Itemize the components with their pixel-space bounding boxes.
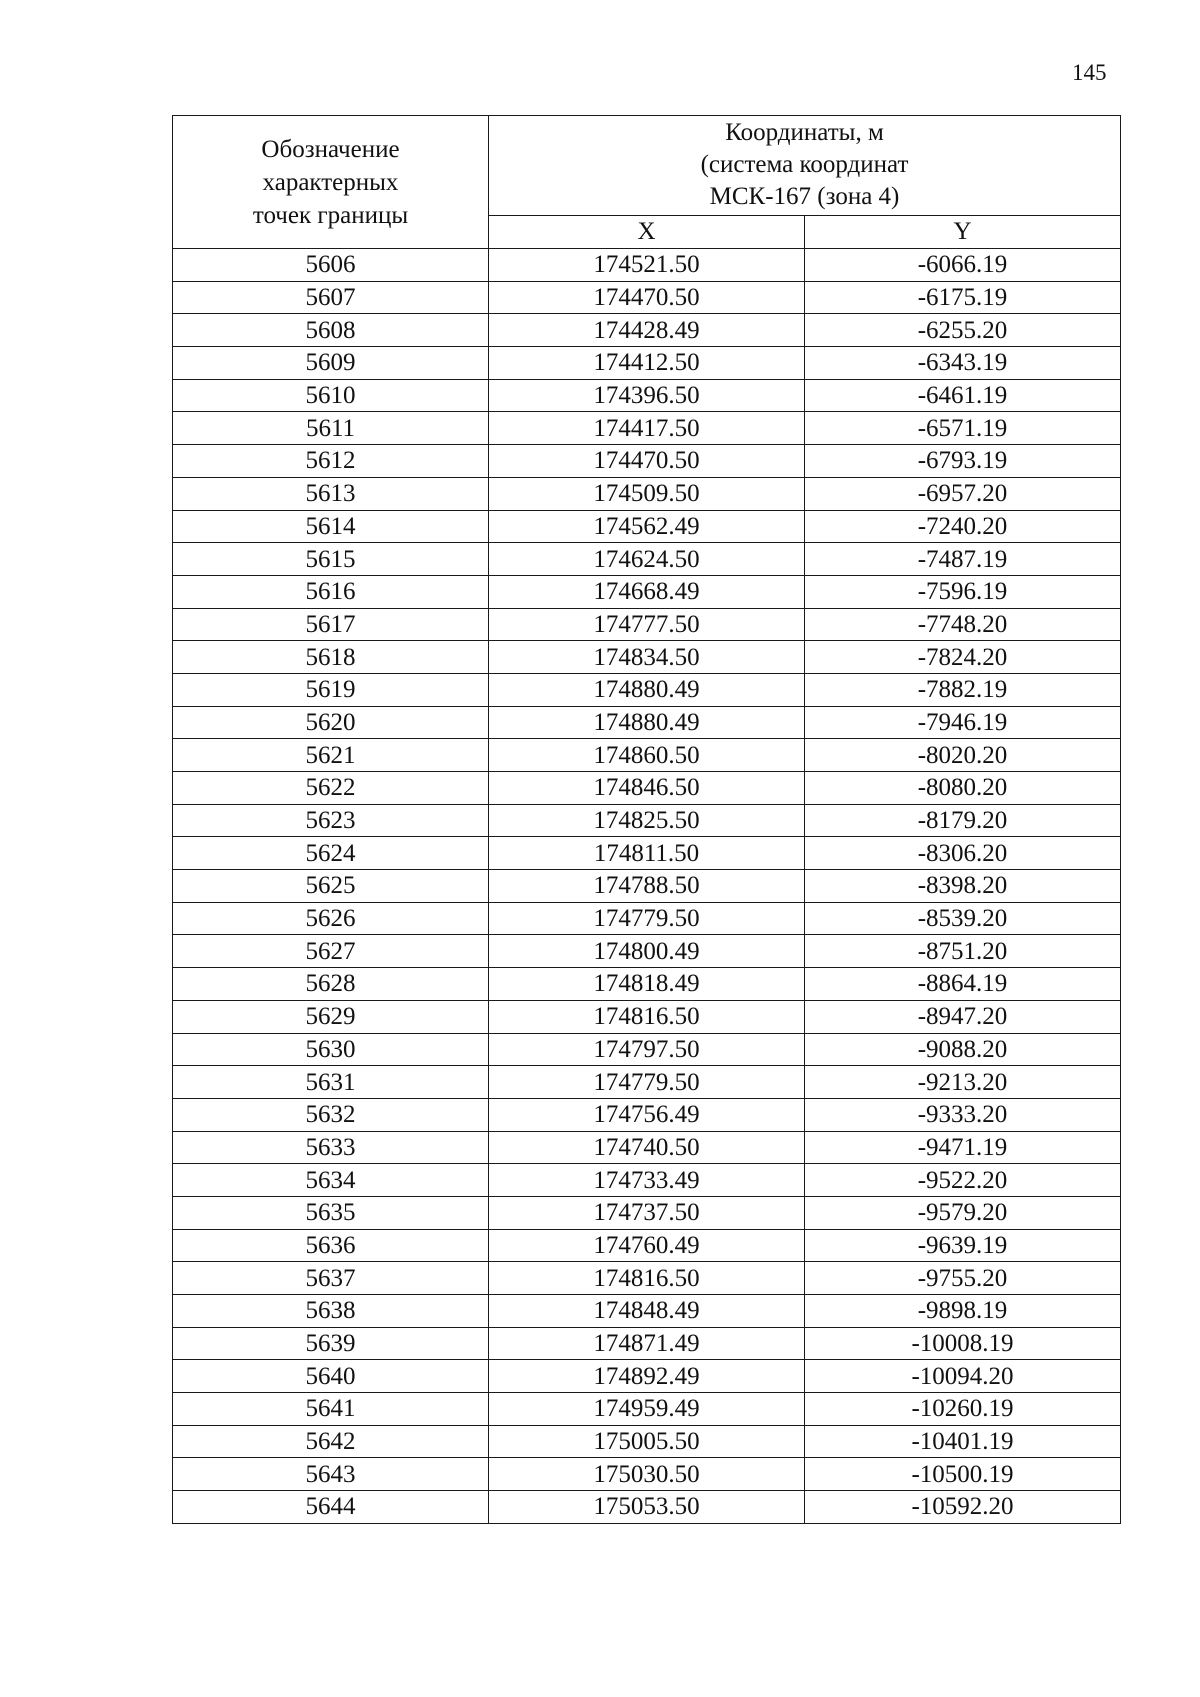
y-cell: -9471.19 bbox=[805, 1131, 1121, 1164]
y-cell: -8020.20 bbox=[805, 739, 1121, 772]
point-cell: 5607 bbox=[173, 281, 489, 314]
point-cell: 5634 bbox=[173, 1164, 489, 1197]
y-cell: -7596.19 bbox=[805, 575, 1121, 608]
x-cell: 175053.50 bbox=[489, 1491, 805, 1524]
x-cell: 174797.50 bbox=[489, 1033, 805, 1066]
x-cell: 174846.50 bbox=[489, 772, 805, 805]
designation-header-line: точек границы bbox=[252, 201, 409, 229]
y-cell: -7240.20 bbox=[805, 510, 1121, 543]
point-cell: 5612 bbox=[173, 445, 489, 478]
table-row bbox=[173, 314, 1121, 347]
x-cell: 174860.50 bbox=[489, 739, 805, 772]
x-cell: 174417.50 bbox=[489, 412, 805, 445]
x-cell: 175030.50 bbox=[489, 1458, 805, 1491]
point-cell: 5642 bbox=[173, 1425, 489, 1458]
point-cell: 5613 bbox=[173, 477, 489, 510]
coordinates-header-line: (система координат bbox=[700, 151, 909, 179]
point-cell: 5632 bbox=[173, 1098, 489, 1131]
y-cell: -8947.20 bbox=[805, 1000, 1121, 1033]
point-cell: 5637 bbox=[173, 1262, 489, 1295]
x-cell: 175005.50 bbox=[489, 1425, 805, 1458]
y-cell: -9522.20 bbox=[805, 1164, 1121, 1197]
point-cell: 5644 bbox=[173, 1491, 489, 1524]
x-cell: 174624.50 bbox=[489, 543, 805, 576]
x-cell: 174880.49 bbox=[489, 706, 805, 739]
x-cell: 174816.50 bbox=[489, 1262, 805, 1295]
x-cell: 174818.49 bbox=[489, 968, 805, 1001]
table-row bbox=[173, 379, 1121, 412]
point-cell: 5624 bbox=[173, 837, 489, 870]
y-cell: -10401.19 bbox=[805, 1425, 1121, 1458]
table-row bbox=[173, 1000, 1121, 1033]
point-cell: 5623 bbox=[173, 804, 489, 837]
y-cell: -7748.20 bbox=[805, 608, 1121, 641]
y-cell: -8080.20 bbox=[805, 772, 1121, 805]
x-cell: 174788.50 bbox=[489, 870, 805, 903]
point-cell: 5611 bbox=[173, 412, 489, 445]
table-row bbox=[173, 412, 1121, 445]
designation-header-line: Обозначение bbox=[261, 135, 400, 163]
table-row bbox=[173, 935, 1121, 968]
point-cell: 5621 bbox=[173, 739, 489, 772]
table-row bbox=[173, 1164, 1121, 1197]
y-cell: -10008.19 bbox=[805, 1327, 1121, 1360]
x-cell: 174756.49 bbox=[489, 1098, 805, 1131]
y-cell: -6957.20 bbox=[805, 477, 1121, 510]
table-row bbox=[173, 641, 1121, 674]
point-cell: 5635 bbox=[173, 1196, 489, 1229]
y-cell: -7824.20 bbox=[805, 641, 1121, 674]
table-row bbox=[173, 706, 1121, 739]
y-cell: -6793.19 bbox=[805, 445, 1121, 478]
table-row bbox=[173, 1131, 1121, 1164]
point-cell: 5626 bbox=[173, 902, 489, 935]
table-row bbox=[173, 1327, 1121, 1360]
coordinates-header bbox=[489, 116, 1121, 216]
point-cell: 5641 bbox=[173, 1393, 489, 1426]
y-cell: -7882.19 bbox=[805, 673, 1121, 706]
table-row bbox=[173, 608, 1121, 641]
point-cell: 5622 bbox=[173, 772, 489, 805]
y-cell: -10592.20 bbox=[805, 1491, 1121, 1524]
table-row bbox=[173, 1491, 1121, 1524]
point-cell: 5615 bbox=[173, 543, 489, 576]
x-cell: 174668.49 bbox=[489, 575, 805, 608]
point-cell: 5609 bbox=[173, 347, 489, 380]
y-cell: -9213.20 bbox=[805, 1066, 1121, 1099]
point-cell: 5617 bbox=[173, 608, 489, 641]
x-cell: 174428.49 bbox=[489, 314, 805, 347]
x-cell: 174892.49 bbox=[489, 1360, 805, 1393]
y-cell: -6066.19 bbox=[805, 249, 1121, 282]
y-cell: -8306.20 bbox=[805, 837, 1121, 870]
table-row bbox=[173, 1425, 1121, 1458]
x-cell: 174777.50 bbox=[489, 608, 805, 641]
y-cell: -6255.20 bbox=[805, 314, 1121, 347]
x-cell: 174779.50 bbox=[489, 902, 805, 935]
y-cell: -8179.20 bbox=[805, 804, 1121, 837]
x-cell: 174959.49 bbox=[489, 1393, 805, 1426]
coordinates-header-line: МСК-167 (зона 4) bbox=[709, 183, 900, 211]
table-row bbox=[173, 1098, 1121, 1131]
table-row bbox=[173, 837, 1121, 870]
designation-header bbox=[173, 116, 489, 249]
y-cell: -6343.19 bbox=[805, 347, 1121, 380]
x-cell: 174800.49 bbox=[489, 935, 805, 968]
point-cell: 5629 bbox=[173, 1000, 489, 1033]
table-row bbox=[173, 445, 1121, 478]
coordinates-header-line: Координаты, м bbox=[725, 119, 884, 147]
table-row bbox=[173, 1066, 1121, 1099]
point-cell: 5618 bbox=[173, 641, 489, 674]
point-cell: 5606 bbox=[173, 249, 489, 282]
table-row bbox=[173, 739, 1121, 772]
point-cell: 5628 bbox=[173, 968, 489, 1001]
x-cell: 174848.49 bbox=[489, 1295, 805, 1328]
x-cell: 174521.50 bbox=[489, 249, 805, 282]
table-row bbox=[173, 543, 1121, 576]
x-cell: 174880.49 bbox=[489, 673, 805, 706]
y-cell: -6571.19 bbox=[805, 412, 1121, 445]
point-cell: 5619 bbox=[173, 673, 489, 706]
table-row bbox=[173, 1458, 1121, 1491]
point-cell: 5640 bbox=[173, 1360, 489, 1393]
y-cell: -6175.19 bbox=[805, 281, 1121, 314]
y-cell: -10260.19 bbox=[805, 1393, 1121, 1426]
table-header bbox=[173, 116, 1121, 249]
table-row bbox=[173, 772, 1121, 805]
y-cell: -7946.19 bbox=[805, 706, 1121, 739]
x-cell: 174733.49 bbox=[489, 1164, 805, 1197]
point-cell: 5625 bbox=[173, 870, 489, 903]
designation-header-line: характерных bbox=[262, 168, 399, 196]
point-cell: 5616 bbox=[173, 575, 489, 608]
y-cell: -9579.20 bbox=[805, 1196, 1121, 1229]
table-row bbox=[173, 870, 1121, 903]
y-cell: -9755.20 bbox=[805, 1262, 1121, 1295]
table-row bbox=[173, 477, 1121, 510]
x-cell: 174470.50 bbox=[489, 281, 805, 314]
y-cell: -9898.19 bbox=[805, 1295, 1121, 1328]
x-cell: 174470.50 bbox=[489, 445, 805, 478]
y-column-header: Y bbox=[805, 215, 1121, 248]
table-row bbox=[173, 249, 1121, 282]
table-row bbox=[173, 804, 1121, 837]
y-cell: -9639.19 bbox=[805, 1229, 1121, 1262]
x-cell: 174811.50 bbox=[489, 837, 805, 870]
point-cell: 5620 bbox=[173, 706, 489, 739]
table-row bbox=[173, 968, 1121, 1001]
y-cell: -9088.20 bbox=[805, 1033, 1121, 1066]
table-row bbox=[173, 1262, 1121, 1295]
point-cell: 5639 bbox=[173, 1327, 489, 1360]
y-cell: -8864.19 bbox=[805, 968, 1121, 1001]
table-row bbox=[173, 673, 1121, 706]
y-cell: -6461.19 bbox=[805, 379, 1121, 412]
x-cell: 174396.50 bbox=[489, 379, 805, 412]
table-row bbox=[173, 1360, 1121, 1393]
point-cell: 5608 bbox=[173, 314, 489, 347]
table-row bbox=[173, 347, 1121, 380]
table-row bbox=[173, 1229, 1121, 1262]
table-row bbox=[173, 575, 1121, 608]
table-row bbox=[173, 1393, 1121, 1426]
table-row bbox=[173, 1295, 1121, 1328]
table-row bbox=[173, 902, 1121, 935]
point-cell: 5614 bbox=[173, 510, 489, 543]
table-row bbox=[173, 1033, 1121, 1066]
x-cell: 174740.50 bbox=[489, 1131, 805, 1164]
point-cell: 5610 bbox=[173, 379, 489, 412]
y-cell: -10094.20 bbox=[805, 1360, 1121, 1393]
y-cell: -8751.20 bbox=[805, 935, 1121, 968]
x-cell: 174412.50 bbox=[489, 347, 805, 380]
y-cell: -9333.20 bbox=[805, 1098, 1121, 1131]
x-column-header: X bbox=[489, 215, 805, 248]
y-cell: -8539.20 bbox=[805, 902, 1121, 935]
page-number: 145 bbox=[1072, 60, 1107, 85]
table-row bbox=[173, 281, 1121, 314]
x-cell: 174509.50 bbox=[489, 477, 805, 510]
x-cell: 174871.49 bbox=[489, 1327, 805, 1360]
x-cell: 174816.50 bbox=[489, 1000, 805, 1033]
point-cell: 5643 bbox=[173, 1458, 489, 1491]
y-cell: -7487.19 bbox=[805, 543, 1121, 576]
header-row-main bbox=[173, 116, 1121, 216]
point-cell: 5630 bbox=[173, 1033, 489, 1066]
point-cell: 5638 bbox=[173, 1295, 489, 1328]
x-cell: 174562.49 bbox=[489, 510, 805, 543]
point-cell: 5627 bbox=[173, 935, 489, 968]
coordinates-table bbox=[172, 115, 1121, 1524]
y-cell: -8398.20 bbox=[805, 870, 1121, 903]
table-body bbox=[173, 249, 1121, 1524]
point-cell: 5636 bbox=[173, 1229, 489, 1262]
table-row bbox=[173, 510, 1121, 543]
x-cell: 174760.49 bbox=[489, 1229, 805, 1262]
x-cell: 174825.50 bbox=[489, 804, 805, 837]
x-cell: 174779.50 bbox=[489, 1066, 805, 1099]
table-row bbox=[173, 1196, 1121, 1229]
x-cell: 174834.50 bbox=[489, 641, 805, 674]
point-cell: 5633 bbox=[173, 1131, 489, 1164]
point-cell: 5631 bbox=[173, 1066, 489, 1099]
x-cell: 174737.50 bbox=[489, 1196, 805, 1229]
y-cell: -10500.19 bbox=[805, 1458, 1121, 1491]
